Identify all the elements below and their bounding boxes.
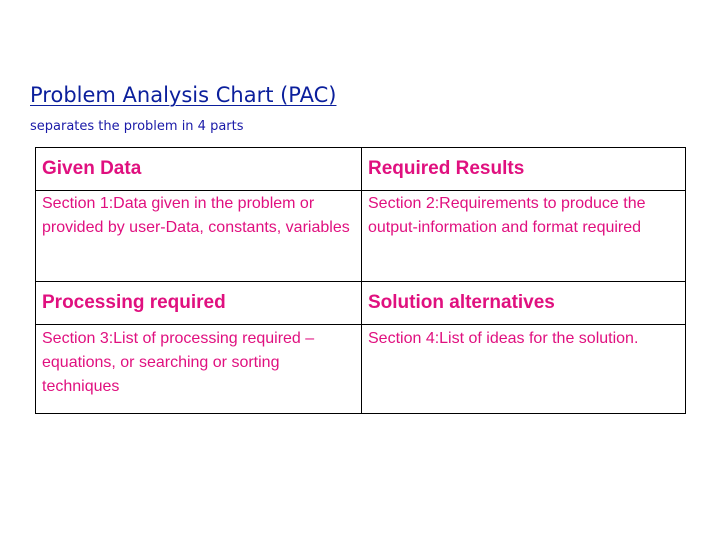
cell-section-4-text: Section 4:List of ideas for the solution. bbox=[362, 325, 686, 414]
table-row-header-2 bbox=[36, 282, 686, 325]
cell-required-results-heading: Required Results bbox=[362, 148, 686, 191]
table-row-sections-1-2 bbox=[36, 191, 686, 282]
page-subtitle: separates the problem in 4 parts bbox=[30, 119, 244, 134]
cell-section-2-text: Section 2:Requirements to produce the output-information and format required bbox=[362, 191, 686, 282]
table-row-header-1 bbox=[36, 148, 686, 191]
problem-analysis-chart-table bbox=[35, 147, 686, 414]
cell-section-1-text: Section 1:Data given in the problem or provided by user-Data, constants, variables bbox=[36, 191, 362, 282]
cell-given-data-heading: Given Data bbox=[36, 148, 362, 191]
cell-solution-alternatives-heading: Solution alternatives bbox=[362, 282, 686, 325]
cell-section-3-text: Section 3:List of processing required – equations, or searching or sorting techniques bbox=[36, 325, 362, 414]
page-title: Problem Analysis Chart (PAC) bbox=[30, 83, 337, 107]
table-row-sections-3-4 bbox=[36, 325, 686, 414]
cell-processing-required-heading: Processing required bbox=[36, 282, 362, 325]
